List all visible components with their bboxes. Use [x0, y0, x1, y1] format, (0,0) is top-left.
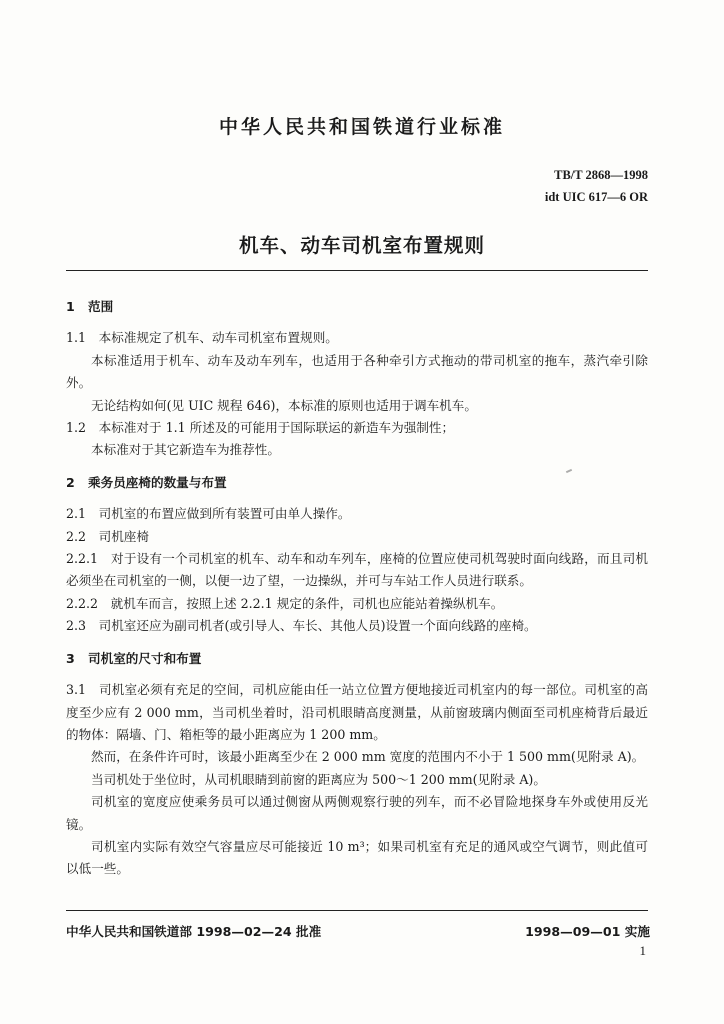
clause-3-1-para-3: 当司机处于坐位时，从司机眼睛到前窗的距离应为 500～1 200 mm(见附录 A)。: [91, 771, 546, 787]
standard-header-title: 中华人民共和国铁道行业标准: [218, 116, 505, 138]
clause-1-1: 1.1 本标准规定了机车、动车司机室布置规则。: [66, 330, 338, 346]
clause-2-1: 2.1 司机室的布置应做到所有装置可由单人操作。: [66, 506, 351, 522]
clause-1-2-para-2: 本标准对于其它新造车为推荐性。: [91, 442, 280, 458]
section-1-title: 范围: [88, 299, 114, 314]
section-3-heading: [66, 648, 648, 670]
section-2-number: 2: [66, 474, 75, 490]
clause-2-2-1: 2.2.1 对于设有一个司机室的机车、动车和动车列车，座椅的位置应使司机驾驶时面向线路，而且司机必须坐在司机室的一侧，以便一边了望，一边操纵，并可与车站工作人员进行联系。: [66, 551, 648, 589]
clause-1-1-para-2: 本标准适用于机车、动车及动车列车，也适用于各种牵引方式拖动的带司机室的拖车，蒸汽牵引除外。: [66, 352, 648, 391]
section-2-heading: [66, 472, 648, 494]
section-1-heading: [66, 296, 648, 318]
clause-1-1-para-3: 无论结构如何(见 UIC 规程 646)，本标准的原则也适用于调车机车。: [91, 397, 477, 413]
standard-codes: [545, 164, 648, 208]
page-number: 1: [639, 943, 646, 958]
body-text: [66, 296, 648, 881]
clause-2-2: 2.2 司机座椅: [66, 528, 149, 544]
document-title: 机车、动车司机室布置规则: [238, 234, 485, 257]
title-divider: [66, 270, 648, 271]
footer-divider: [66, 910, 648, 911]
section-1-number: 1: [66, 299, 75, 314]
clause-3-1-para-4: 司机室的宽度应使乘务员可以通过侧窗从两侧观察行驶的列车，而不必冒险地探身车外或使用反光镜。: [66, 794, 648, 832]
clause-3-1: 3.1 司机室必须有充足的空间，司机应能由任一站立位置方便地接近司机室内的每一部位。司机室的高度至少应有 2 000 mm，当司机坐着时，沿司机眼睛高度测量，从前窗玻璃内侧面至司机座椅背后最近的物体：隔墙、门、箱柜等的最小距离应为 1 200 mm。: [66, 682, 648, 742]
effective-date: 1998—09—01 实施: [525, 924, 650, 939]
clause-1-2: 1.2 本标准对于 1.1 所述及的可能用于国际联运的新造车为强制性；: [66, 420, 455, 436]
section-3-title: 司机室的尺寸和布置: [88, 650, 202, 666]
clause-3-1-para-2: 然而，在条件许可时，该最小距离至少在 2 000 mm 宽度的范围内不小于 1 500 mm(见附录 A)。: [91, 749, 645, 765]
clause-2-3: 2.3 司机室还应为副司机者(或引导人、车长、其他人员)设置一个面向线路的座椅。: [66, 618, 537, 634]
clause-2-2-2: 2.2.2 就机车而言，按照上述 2.2.1 规定的条件，司机也应能站着操纵机车。: [66, 595, 504, 611]
clause-3-1-para-5: 司机室内实际有效空气容量应尽可能接近 10 m³；如果司机室有充足的通风或空气调节，则此值可以低一些。: [66, 838, 648, 877]
section-3-number: 3: [66, 650, 75, 666]
approval-line: 中华人民共和国铁道部 1998—02—24 批准: [66, 924, 322, 939]
section-2-title: 乘务员座椅的数量与布置: [88, 474, 227, 490]
idt-reference: idt UIC 617—6 OR: [544, 190, 648, 204]
standard-number: TB/T 2868—1998: [554, 168, 648, 182]
